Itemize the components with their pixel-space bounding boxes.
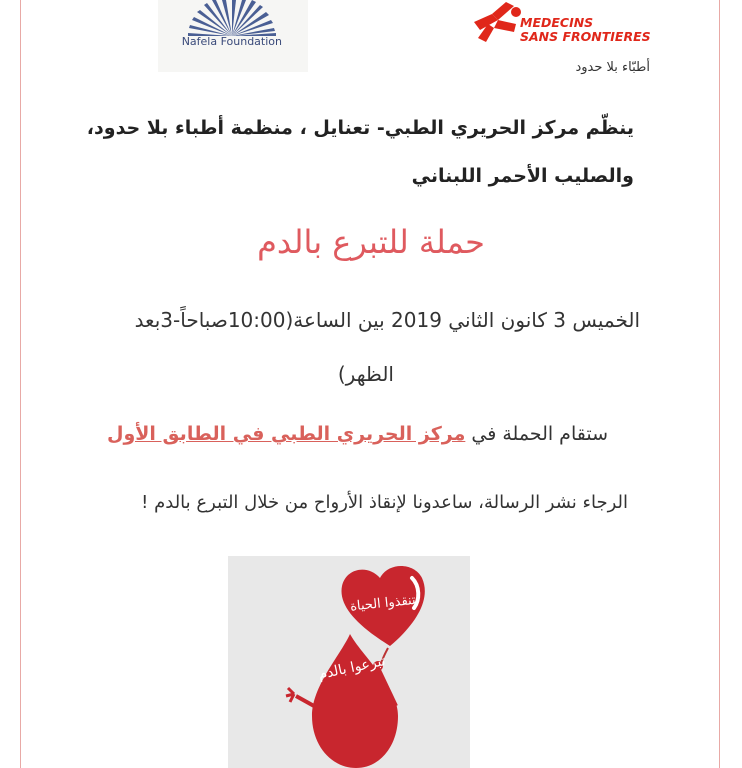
campaign-title: حملة للتبرع بالدم xyxy=(257,223,485,261)
location-line xyxy=(8,423,608,445)
drop-left-arm xyxy=(296,696,314,706)
drop-text: تبرعوا بالدم xyxy=(316,653,387,683)
location-prefix: ستقام الحملة في xyxy=(471,423,608,445)
msf-logo xyxy=(450,0,670,80)
drop-left-hand xyxy=(286,688,294,702)
msf-name-english xyxy=(520,16,660,44)
organizers-line-1: ينظّم مركز الحريري الطبي- تعنايل ، منظمة أطباء بلا حدود، xyxy=(86,117,634,139)
appeal-text: الرجاء نشر الرسالة، ساعدونا لإنقاذ الأرواح من خلال التبرع بالدم ! xyxy=(141,492,628,513)
nafela-logo-text: Nafela Foundation xyxy=(181,35,282,48)
msf-line2: SANS FRONTIERES xyxy=(520,29,651,44)
msf-name-arabic: أطبّاء بلا حدود xyxy=(575,60,650,75)
schedule-line-1: الخميس 3 كانون الثاني 2019 بين الساعة(10:00صباحاً-3بعد xyxy=(134,308,640,332)
heart-text: لتنقذوا الحياة xyxy=(349,592,421,615)
location-place: مركز الحريري الطبي في الطابق الأول xyxy=(106,423,466,445)
blood-donation-illustration xyxy=(228,556,470,768)
organizers-line-2: والصليب الأحمر اللبناني xyxy=(411,165,634,187)
msf-line1: MEDECINS xyxy=(520,15,594,30)
nafela-foundation-logo xyxy=(158,0,308,72)
schedule-line-2: الظهر) xyxy=(337,362,394,386)
